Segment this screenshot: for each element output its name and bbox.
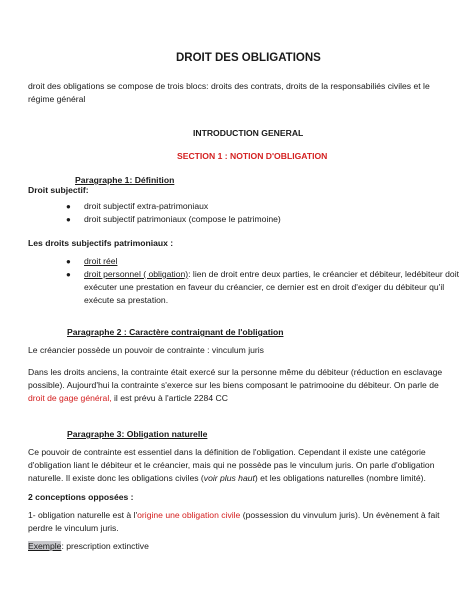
conception-1-start: 1- obligation naturelle est à l' [28, 510, 138, 520]
exemple-line [28, 541, 149, 552]
document-title: DROIT DES OBLIGATIONS [176, 52, 321, 64]
droit-reel-item: droit réel [84, 256, 118, 266]
naturelle-line-3-start: naturelle. Il existe donc les obligations civiles ( [28, 473, 204, 483]
conception-1-red: origine une obligation civile [137, 510, 241, 520]
intro-line-2: régime général [28, 94, 86, 104]
droit-personnel-cont-1: exécuter une prestation en faveur du créancier, ce dernier est en droit d'exiger du débiteur qu'il [84, 282, 445, 292]
droit-personnel-item [84, 269, 459, 280]
paragraph-1-heading: Paragraphe 1: Définition [75, 175, 175, 185]
paragraph-3-heading: Paragraphe 3: Obligation naturelle [67, 429, 208, 439]
droit-personnel-cont-2: exécute sa prestation. [84, 295, 169, 305]
gage-line [28, 393, 228, 404]
anciens-line-2: possible). Aujourd'hui la contrainte s'exerce sur les biens composant le patrimooine du débiteur. On parle de [28, 380, 439, 390]
exemple-label: Exemple [28, 541, 62, 551]
conception-1-end: (possession du vinvulum juris). Un évènement à fait [240, 510, 440, 520]
exemple-text: : prescription extinctive [61, 541, 149, 551]
droit-personnel-label: droit personnel ( obligation) [84, 269, 189, 279]
intro-line-1: droit des obligations se compose de trois blocs: droits des contrats, droits de la responsabiliés civiles et le [28, 81, 430, 91]
bullet-icon: ● [66, 270, 71, 279]
subjectif-item-2: droit subjectif patrimoniaux (compose le patrimoine) [84, 214, 281, 224]
conceptions-heading: 2 conceptions opposées : [28, 492, 134, 502]
bullet-icon: ● [66, 202, 71, 211]
creancier-line: Le créancier possède un pouvoir de contrainte : vinculum juris [28, 345, 264, 355]
droit-personnel-text: : lien de droit entre deux parties, le créancier et débiteur, ledébiteur doit [188, 269, 460, 279]
subjectif-item-1: droit subjectif extra-patrimoniaux [84, 201, 209, 211]
naturelle-line-2: d'obligation liant le débiteur et le créancier, mais qui ne possède pas le vinculum juris. On parle d'obligation [28, 460, 435, 470]
droits-patrimoniaux-heading: Les droits subjectifs patrimoniaux : [28, 238, 174, 248]
naturelle-line-3-end: ) et les obligations naturelles (nombre limité). [254, 473, 426, 483]
bullet-icon: ● [66, 215, 71, 224]
droit-subjectif-heading: Droit subjectif: [28, 185, 89, 195]
gage-term: droit de gage général, [28, 393, 112, 403]
naturelle-line-1: Ce pouvoir de contrainte est essentiel dans la définition de l'obligation. Cependant il existe une catégorie [28, 447, 426, 457]
naturelle-line-3-italic: voir plus haut [203, 473, 255, 483]
conception-1-cont: perdre le vinculum juris. [28, 523, 119, 533]
paragraph-2-heading: Paragraphe 2 : Caractère contraignant de l'obligation [67, 327, 284, 337]
introduction-heading: INTRODUCTION GENERAL [193, 128, 304, 138]
naturelle-line-3 [28, 473, 426, 484]
bullet-icon: ● [66, 257, 71, 266]
gage-rest: il est prévu à l'article 2284 CC [111, 393, 228, 403]
conception-1-line [28, 510, 440, 521]
anciens-line-1: Dans les droits anciens, la contrainte était exercé sur la personne même du débiteur (réduction en esclavage [28, 367, 443, 377]
section-1-heading: SECTION 1 : NOTION D'OBLIGATION [177, 151, 328, 161]
